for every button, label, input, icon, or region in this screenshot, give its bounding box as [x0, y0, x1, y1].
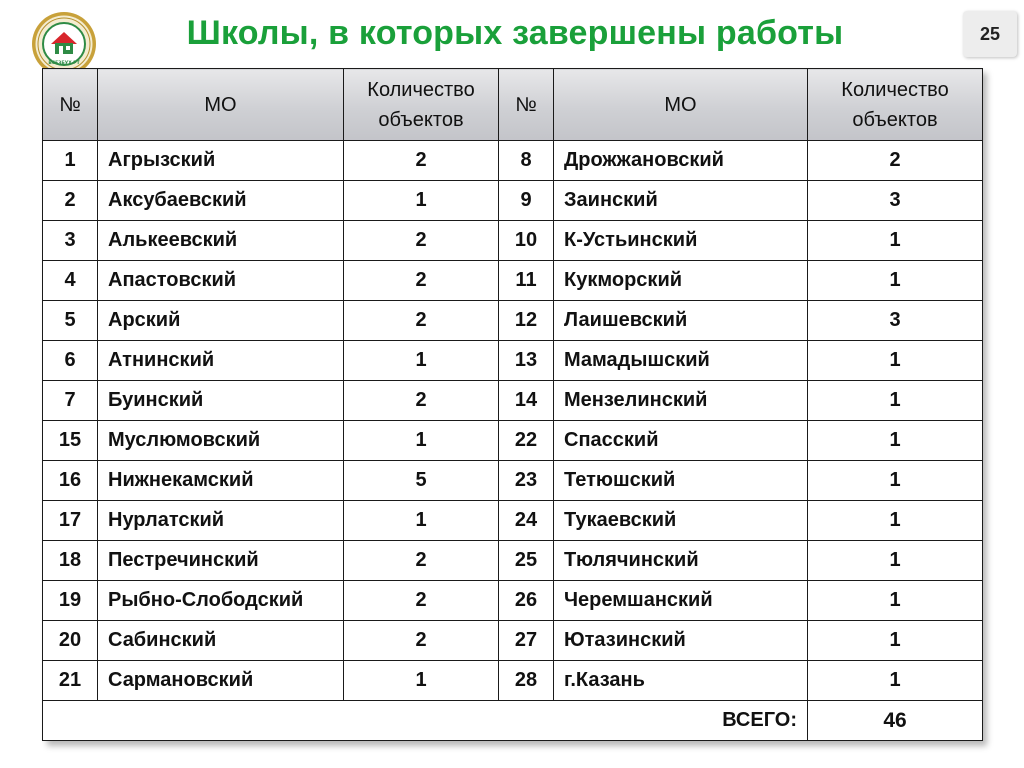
- table-row: [43, 301, 983, 341]
- total-row: [43, 701, 983, 741]
- table-row: [43, 221, 983, 261]
- row-number-left: 6: [43, 341, 98, 381]
- row-mo-right: Заинский: [554, 181, 808, 221]
- header-number-right: №: [499, 69, 554, 141]
- row-count-left: 2: [344, 141, 499, 181]
- row-mo-right: Кукморский: [554, 261, 808, 301]
- row-number-right: 26: [499, 581, 554, 621]
- row-number-left: 21: [43, 661, 98, 701]
- row-count-left: 2: [344, 381, 499, 421]
- table-row: [43, 261, 983, 301]
- row-number-left: 5: [43, 301, 98, 341]
- row-mo-left: Пестречинский: [98, 541, 344, 581]
- row-count-right: 1: [808, 661, 983, 701]
- row-number-left: 15: [43, 421, 98, 461]
- row-mo-right: Спасский: [554, 421, 808, 461]
- row-number-right: 13: [499, 341, 554, 381]
- row-count-right: 1: [808, 461, 983, 501]
- row-mo-left: Аксубаевский: [98, 181, 344, 221]
- row-mo-right: Мензелинский: [554, 381, 808, 421]
- table-row: [43, 661, 983, 701]
- row-count-right: 1: [808, 621, 983, 661]
- row-mo-right: Тюлячинский: [554, 541, 808, 581]
- row-count-left: 1: [344, 661, 499, 701]
- table-row: [43, 141, 983, 181]
- row-number-right: 23: [499, 461, 554, 501]
- slide-title: Школы, в которых завершены работы: [186, 14, 844, 52]
- table-row: [43, 341, 983, 381]
- total-value: 46: [808, 701, 983, 741]
- row-count-left: 5: [344, 461, 499, 501]
- row-number-left: 18: [43, 541, 98, 581]
- row-count-right: 1: [808, 221, 983, 261]
- table-row: [43, 461, 983, 501]
- row-number-right: 9: [499, 181, 554, 221]
- row-count-right: 1: [808, 581, 983, 621]
- row-count-right: 3: [808, 301, 983, 341]
- row-number-right: 22: [499, 421, 554, 461]
- table-row: [43, 581, 983, 621]
- table-row: [43, 381, 983, 421]
- row-mo-left: Сабинский: [98, 621, 344, 661]
- row-number-left: 17: [43, 501, 98, 541]
- row-count-right: 1: [808, 261, 983, 301]
- row-mo-left: Арский: [98, 301, 344, 341]
- row-number-right: 12: [499, 301, 554, 341]
- row-count-right: 1: [808, 341, 983, 381]
- row-number-right: 10: [499, 221, 554, 261]
- row-mo-left: Муслюмовский: [98, 421, 344, 461]
- row-count-right: 1: [808, 421, 983, 461]
- table-row: [43, 181, 983, 221]
- row-mo-left: Атнинский: [98, 341, 344, 381]
- row-number-left: 4: [43, 261, 98, 301]
- row-mo-right: Тетюшский: [554, 461, 808, 501]
- row-mo-left: Алькеевский: [98, 221, 344, 261]
- table-row: [43, 501, 983, 541]
- row-count-right: 1: [808, 541, 983, 581]
- table-header-row: [43, 69, 983, 141]
- row-count-left: 2: [344, 541, 499, 581]
- row-number-right: 24: [499, 501, 554, 541]
- row-count-right: 1: [808, 381, 983, 421]
- row-mo-left: Нурлатский: [98, 501, 344, 541]
- row-count-left: 1: [344, 501, 499, 541]
- row-number-right: 8: [499, 141, 554, 181]
- row-mo-left: Рыбно-Слободский: [98, 581, 344, 621]
- row-mo-right: Тукаевский: [554, 501, 808, 541]
- row-number-right: 25: [499, 541, 554, 581]
- row-number-left: 20: [43, 621, 98, 661]
- row-number-right: 28: [499, 661, 554, 701]
- page-number-badge: 25: [963, 11, 1017, 57]
- row-mo-right: г.Казань: [554, 661, 808, 701]
- row-count-left: 1: [344, 181, 499, 221]
- row-number-right: 14: [499, 381, 554, 421]
- schools-table: [42, 68, 983, 741]
- header-mo-left: МО: [98, 69, 344, 141]
- row-mo-right: К-Устьинский: [554, 221, 808, 261]
- header-mo-right: МО: [554, 69, 808, 141]
- row-number-right: 11: [499, 261, 554, 301]
- row-mo-left: Нижнекамский: [98, 461, 344, 501]
- row-count-left: 2: [344, 221, 499, 261]
- row-mo-right: Черемшанский: [554, 581, 808, 621]
- schools-table-container: [42, 68, 982, 741]
- row-mo-left: Агрызский: [98, 141, 344, 181]
- row-mo-left: Апастовский: [98, 261, 344, 301]
- row-number-left: 7: [43, 381, 98, 421]
- row-mo-left: Буинский: [98, 381, 344, 421]
- row-count-left: 2: [344, 261, 499, 301]
- row-number-left: 19: [43, 581, 98, 621]
- row-count-right: 2: [808, 141, 983, 181]
- row-mo-right: Дрожжановский: [554, 141, 808, 181]
- row-number-left: 3: [43, 221, 98, 261]
- row-count-left: 1: [344, 341, 499, 381]
- row-mo-right: Ютазинский: [554, 621, 808, 661]
- table-row: [43, 541, 983, 581]
- row-count-left: 1: [344, 421, 499, 461]
- row-count-left: 2: [344, 581, 499, 621]
- row-count-left: 2: [344, 301, 499, 341]
- header-count-right: Количество объектов: [808, 69, 983, 141]
- total-label: ВСЕГО:: [43, 701, 808, 741]
- row-number-left: 1: [43, 141, 98, 181]
- svg-text:ВСЕЗБУХ РТ: ВСЕЗБУХ РТ: [48, 61, 80, 66]
- table-row: [43, 621, 983, 661]
- row-number-left: 16: [43, 461, 98, 501]
- row-mo-left: Сармановский: [98, 661, 344, 701]
- table-row: [43, 421, 983, 461]
- row-number-left: 2: [43, 181, 98, 221]
- row-number-right: 27: [499, 621, 554, 661]
- row-mo-right: Мамадышский: [554, 341, 808, 381]
- row-mo-right: Лаишевский: [554, 301, 808, 341]
- header-number-left: №: [43, 69, 98, 141]
- header-count-left: Количество объектов: [344, 69, 499, 141]
- row-count-left: 2: [344, 621, 499, 661]
- row-count-right: 3: [808, 181, 983, 221]
- row-count-right: 1: [808, 501, 983, 541]
